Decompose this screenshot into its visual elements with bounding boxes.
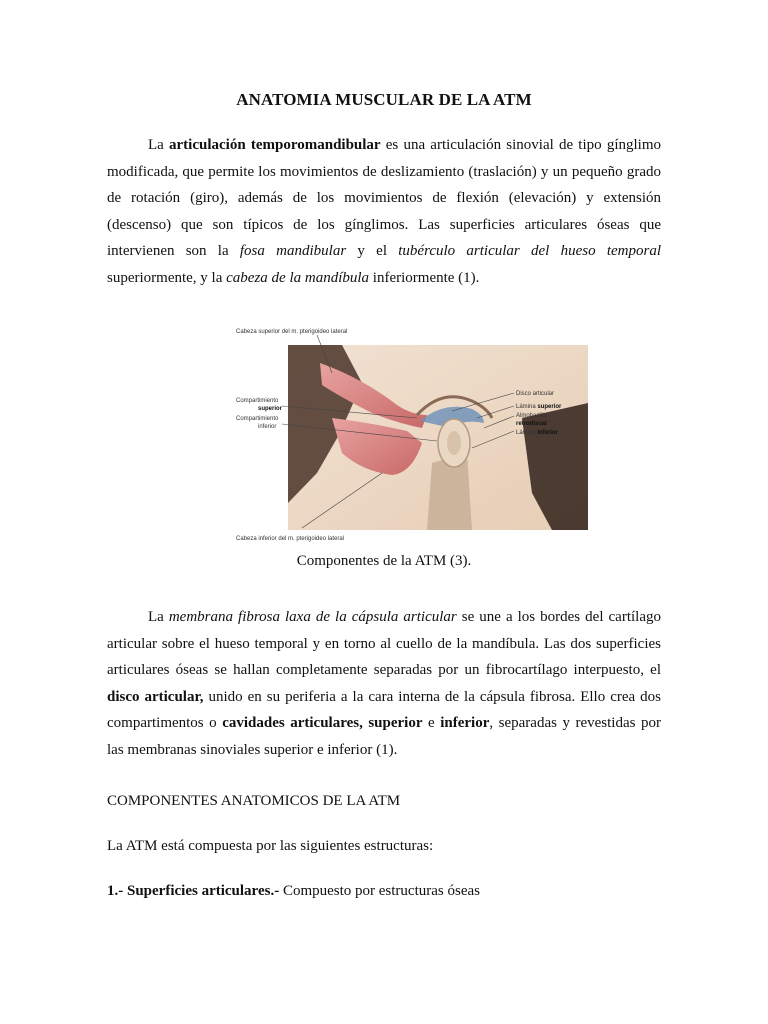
label-almohadilla: Almohadilla: [516, 413, 548, 419]
bold-term: cavidades articulares, superior: [222, 715, 423, 731]
text: unido en su periferia a la cara interna de la cápsula fibrosa. Ello crea dos compartimentos o: [107, 688, 661, 731]
italic-term: cabeza de la mandíbula: [226, 269, 370, 286]
list-item-1: [107, 883, 480, 900]
text: La: [148, 137, 170, 153]
condyle-core: [447, 431, 461, 455]
text: La: [148, 609, 169, 625]
label-lamina-inferior: Lámina inferior: [516, 430, 559, 436]
text: superiormente, y la: [107, 269, 227, 286]
italic-term: tubérculo articular del hueso temporal: [398, 243, 662, 259]
bold-term: inferior: [440, 715, 490, 731]
atm-anatomy-illustration: [222, 323, 588, 545]
label-compartimiento-superior-a: Compartimiento: [236, 398, 279, 404]
text: e: [422, 715, 441, 731]
label-compartimiento-inferior-a: Compartimiento: [236, 416, 279, 422]
paragraph-intro: [107, 132, 661, 291]
label-disco-articular: Disco articular: [516, 391, 555, 397]
text: , separadas y revestidas por las membranas sinoviales superior e inferior (1).: [107, 715, 661, 758]
label-compartimiento-superior-b: superior: [258, 406, 283, 412]
italic-term: fosa mandibular: [239, 243, 347, 259]
text: Compuesto por estructuras óseas: [279, 883, 480, 899]
italic-term: membrana fibrosa laxa de la cápsula articular: [168, 609, 457, 625]
text: se une a los bordes del cartílago articular sobre el hueso temporal y en torno al cuello de la mandíbula. Las dos superficies articulares óseas se hallan completamente separadas por un fibrocartílago interpuesto, el: [107, 609, 661, 678]
label-compartimiento-inferior-b: inferior: [258, 424, 277, 430]
section-heading: COMPONENTES ANATOMICOS DE LA ATM: [107, 793, 401, 809]
figure-caption: Componentes de la ATM (3).: [296, 553, 472, 569]
intro-line: La ATM está compuesta por las siguientes estructuras:: [107, 838, 434, 854]
paragraph-capsule: [107, 604, 661, 763]
page-title: ANATOMIA MUSCULAR DE LA ATM: [236, 90, 532, 109]
label-lamina-superior: Lámina superior: [516, 404, 562, 410]
text: y el: [346, 243, 399, 259]
text: es una articulación sinovial de tipo gínglimo modificada, que permite los movimientos de deslizamiento (traslación) y un pequeño grado de rotación (giro), además de los movimientos de flexión (elevación) y extensión (descenso) que son típicos de los gínglimos. Las superficies articulares óseas que intervienen son la: [107, 137, 662, 259]
label-superior-head: Cabeza superior del m. pterigoideo lateral: [236, 329, 348, 335]
label-inferior-head: Cabeza inferior del m. pterigoideo lateral: [236, 536, 345, 542]
bold-term: disco articular,: [107, 688, 204, 705]
bold-term: 1.- Superficies articulares.-: [107, 883, 280, 899]
bold-term: articulación temporomandibular: [169, 137, 381, 153]
label-retrodiscal: retrodiscal: [516, 421, 547, 427]
text: inferiormente (1).: [369, 269, 480, 286]
